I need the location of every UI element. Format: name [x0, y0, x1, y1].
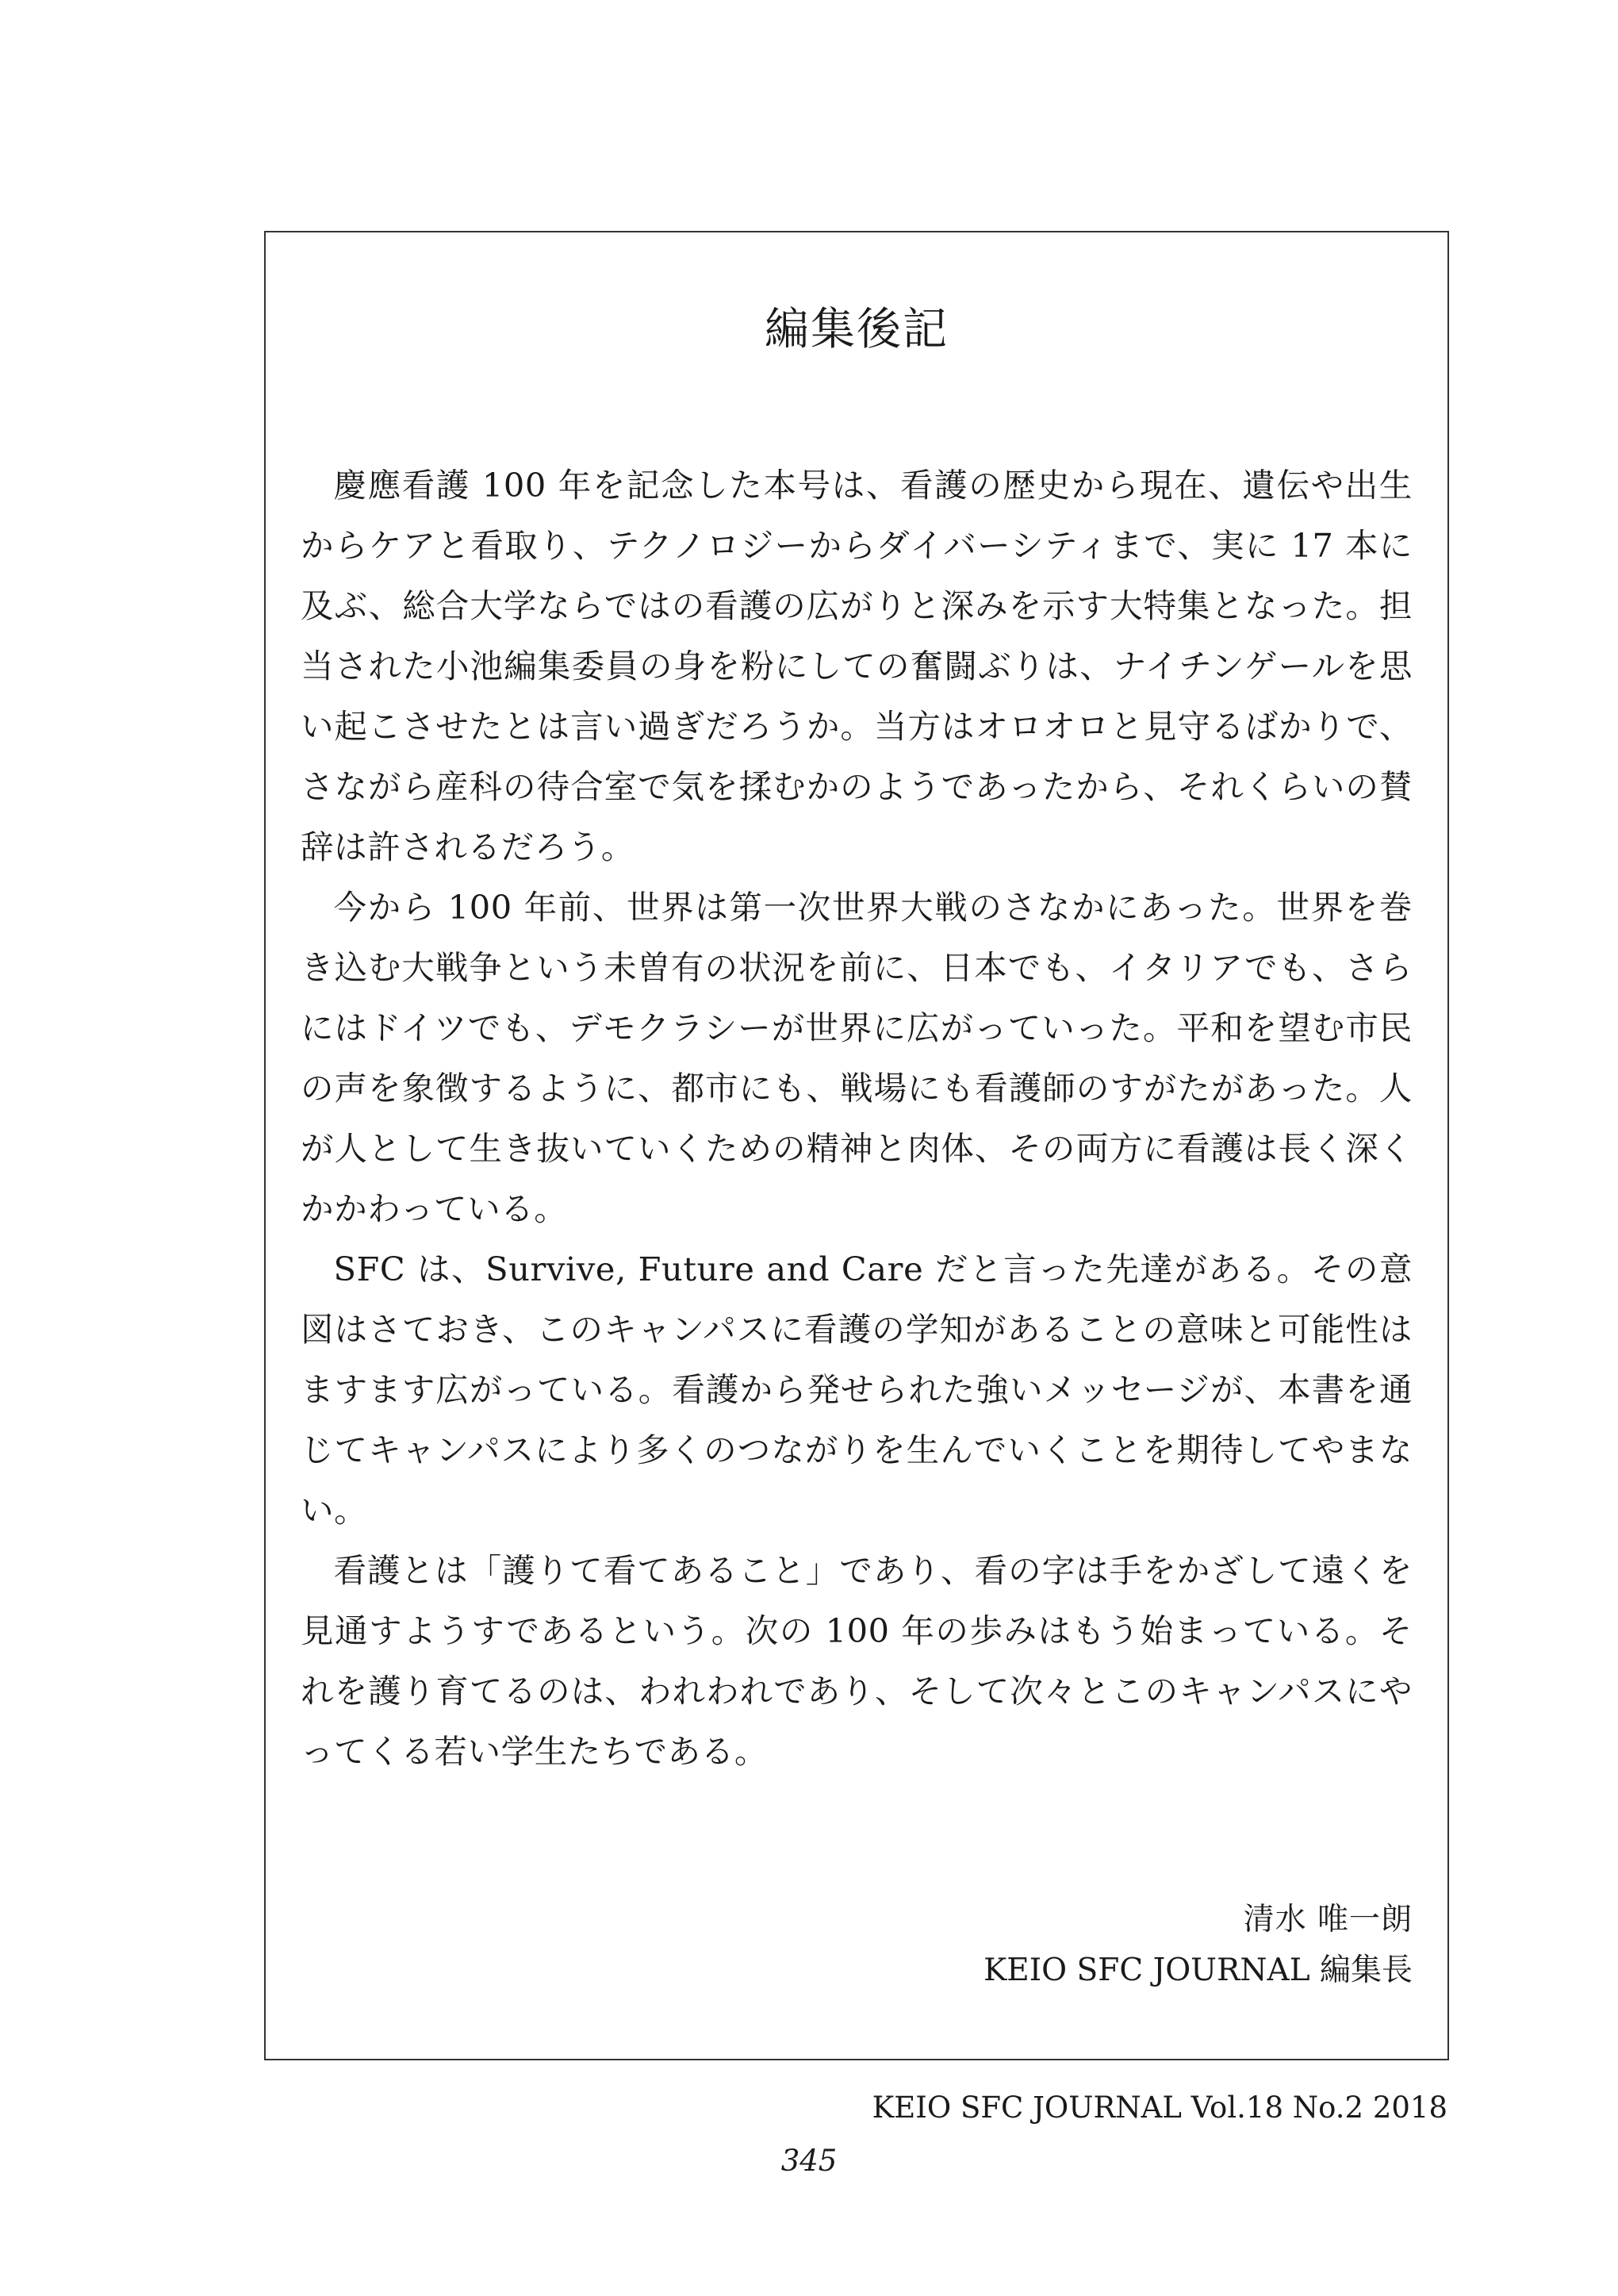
- editorial-body: [301, 455, 1413, 1782]
- signature-block: [983, 1895, 1413, 1996]
- paragraph-3: SFC は、Survive, Future and Care だと言った先達がある。その意図はさておき、このキャンパスに看護の学知があることの意味と可能性はますます広がっている。看護から発せられた強いメッセージが、本書を通じてキャンパスにより多くのつながりを生んでいくことを期待してやまない。: [301, 1250, 1413, 1530]
- paragraph-4: 看護とは「護りて看てあること」であり、看の字は手をかざして遠くを見通すようすであるという。次の 100 年の歩みはもう始まっている。それを護り育てるのは、われわれであり、そして次々とこのキャンパスにやってくる若い学生たちである。: [301, 1551, 1413, 1771]
- paragraph-1: 慶應看護 100 年を記念した本号は、看護の歴史から現在、遺伝や出生からケアと看取り、テクノロジーからダイバーシティまで、実に 17 本に及ぶ、総合大学ならではの看護の広がりと深みを示す大特集となった。担当された小池編集委員の身を粉にしての奮闘ぶりは、ナイチンゲールを思い起こさせたとは言い過ぎだろうか。当方はオロオロと見守るばかりで、さながら産科の待合室で気を揉むかのようであったから、それくらいの賛辞は許されるだろう。: [301, 466, 1413, 866]
- signature-name: 清水 唯一朗: [1243, 1902, 1413, 1937]
- page-title: 編集後記: [765, 304, 949, 355]
- page-number: 345: [780, 2144, 838, 2178]
- editorial-frame: [264, 231, 1449, 2060]
- signature-role: KEIO SFC JOURNAL 編集長: [983, 1952, 1413, 1988]
- paragraph-2: 今から 100 年前、世界は第一次世界大戦のさなかにあった。世界を巻き込む大戦争という未曽有の状況を前に、日本でも、イタリアでも、さらにはドイツでも、デモクラシーが世界に広がっていった。平和を望む市民の声を象徴するように、都市にも、戦場にも看護師のすがたがあった。人が人として生き抜いていくための精神と肉体、その両方に看護は長く深くかかわっている。: [301, 888, 1413, 1228]
- journal-citation: KEIO SFC JOURNAL Vol.18 No.2 2018: [872, 2091, 1447, 2125]
